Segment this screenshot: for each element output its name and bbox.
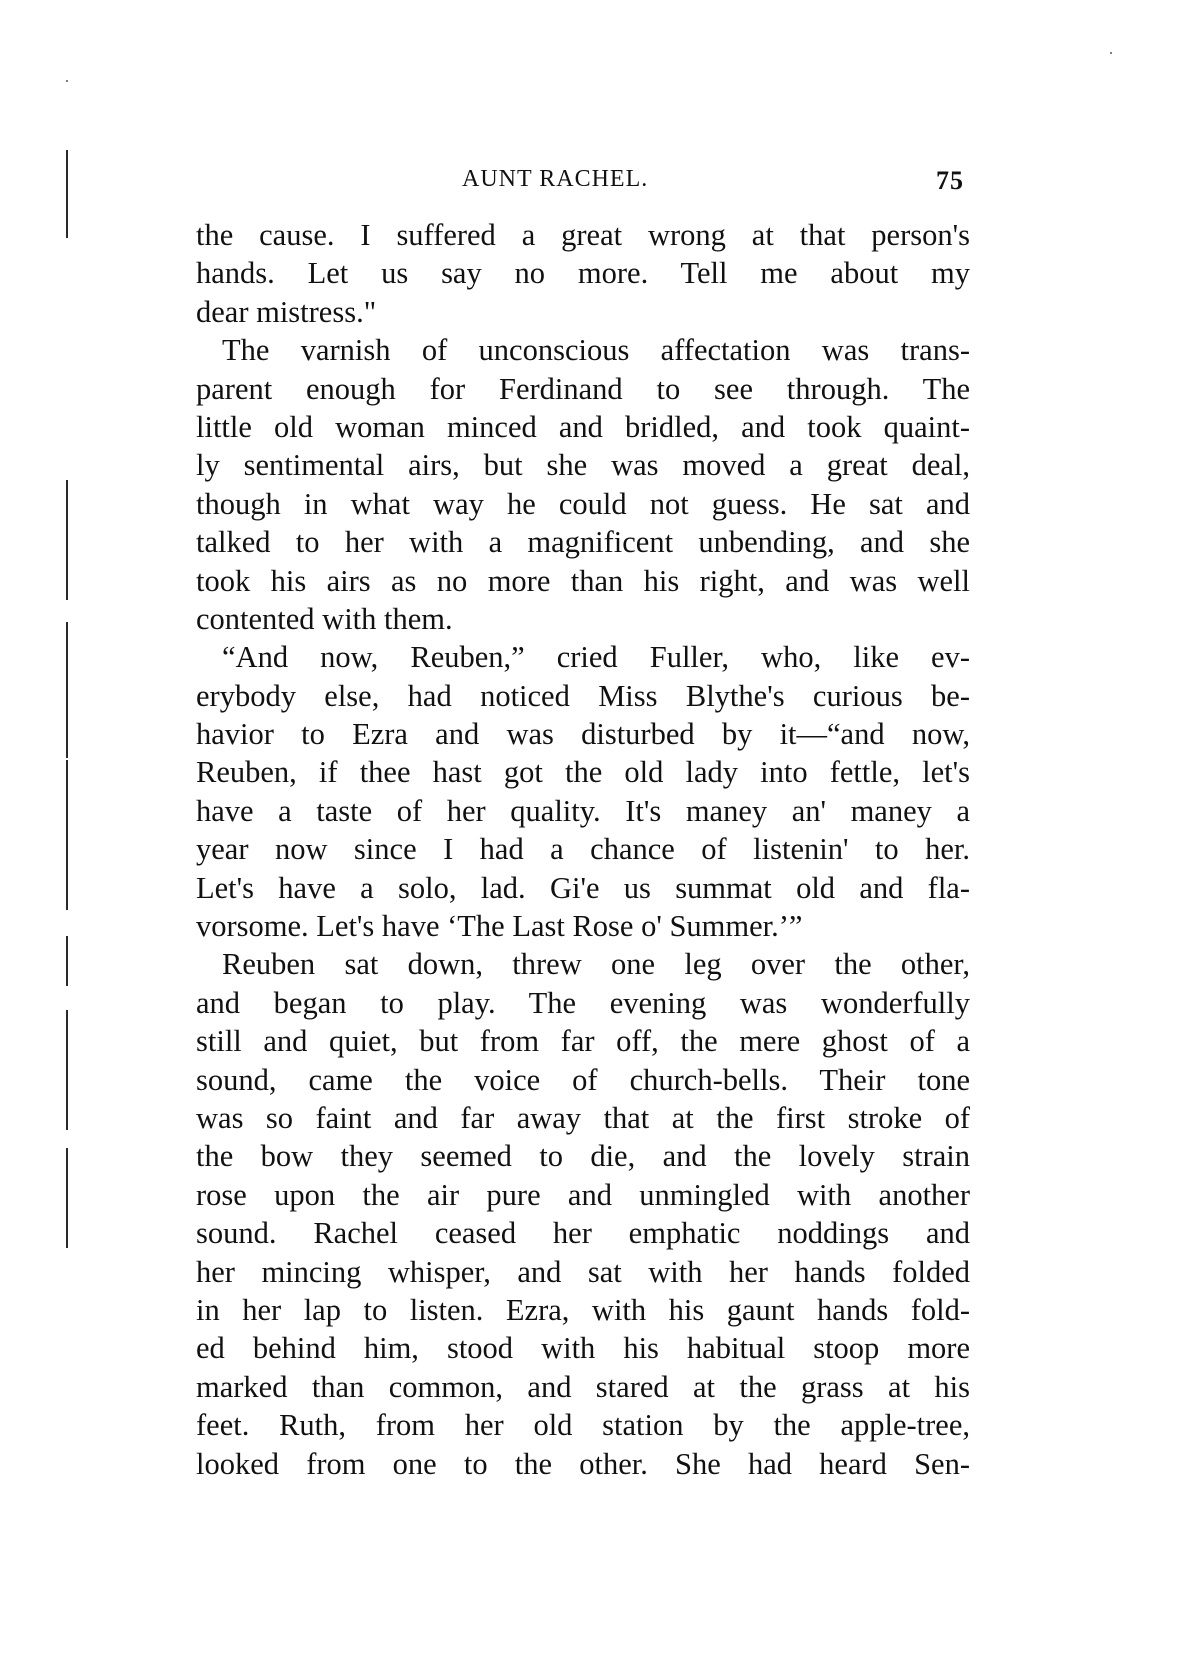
text-line: the bow they seemed to die, and the lovely strain [196, 1139, 970, 1174]
text-line: vorsome. Let's have ‘The Last Rose o' Summer.’” [196, 909, 803, 944]
text-line: feet. Ruth, from her old station by the apple-tree, [196, 1408, 970, 1443]
text-line: though in what way he could not guess. He sat and [196, 486, 970, 521]
text-line: marked than common, and stared at the grass at his [196, 1369, 970, 1404]
scan-speck [1110, 52, 1112, 54]
text-line: sound. Rachel ceased her emphatic noddings and [196, 1216, 970, 1251]
body-text [196, 216, 970, 1483]
text-line: hands. Let us say no more. Tell me about my [196, 256, 970, 291]
text-line: was so faint and far away that at the first stroke of [196, 1100, 970, 1135]
gutter-line [66, 150, 68, 238]
text-line: year now since I had a chance of listenin' to her. [196, 832, 970, 867]
text-line: her mincing whisper, and sat with her hands folded [196, 1254, 970, 1289]
gutter-line [66, 622, 68, 758]
text-line: erybody else, had noticed Miss Blythe's curious be- [196, 678, 970, 713]
text-line: have a taste of her quality. It's maney an' maney a [196, 793, 970, 828]
text-line: the cause. I suffered a great wrong at that person's [196, 218, 970, 252]
text-line: sound, came the voice of church-bells. Their tone [196, 1062, 970, 1097]
text-line: Reuben sat down, threw one leg over the other, [222, 947, 970, 982]
running-header [200, 166, 964, 206]
gutter-line [66, 936, 68, 986]
text-line: in her lap to listen. Ezra, with his gaunt hands fold- [196, 1292, 970, 1327]
text-line: havior to Ezra and was disturbed by it—“and now, [196, 717, 970, 752]
text-line: still and quiet, but from far off, the mere ghost of a [196, 1024, 970, 1059]
gutter-line [66, 480, 68, 600]
text-line: and began to play. The evening was wonderfully [196, 985, 970, 1020]
scan-speck [66, 80, 68, 82]
text-line: looked from one to the other. She had heard Sen- [196, 1446, 970, 1481]
text-line: talked to her with a magnificent unbending, and she [196, 525, 970, 560]
text-line: ly sentimental airs, but she was moved a great deal, [196, 448, 970, 483]
text-line: parent enough for Ferdinand to see through. The [196, 371, 970, 406]
text-line: took his airs as no more than his right, and was well [196, 563, 970, 598]
gutter-line [66, 1148, 68, 1248]
gutter-line [66, 1010, 68, 1130]
text-line: little old woman minced and bridled, and took quaint- [196, 409, 970, 444]
text-line: The varnish of unconscious affectation was trans- [222, 333, 970, 368]
gutter-line [66, 760, 68, 910]
page-number: 75 [936, 166, 964, 195]
text-line: dear mistress." [196, 294, 377, 329]
text-line: Reuben, if thee hast got the old lady into fettle, let's [196, 755, 970, 790]
running-title: AUNT RACHEL. [462, 166, 649, 192]
text-line: ed behind him, stood with his habitual stoop more [196, 1331, 970, 1366]
text-line: rose upon the air pure and unmingled with another [196, 1177, 970, 1212]
text-line: Let's have a solo, lad. Gi'e us summat old and fla- [196, 870, 970, 905]
text-line: “And now, Reuben,” cried Fuller, who, like ev- [222, 640, 970, 675]
text-line: contented with them. [196, 601, 453, 636]
